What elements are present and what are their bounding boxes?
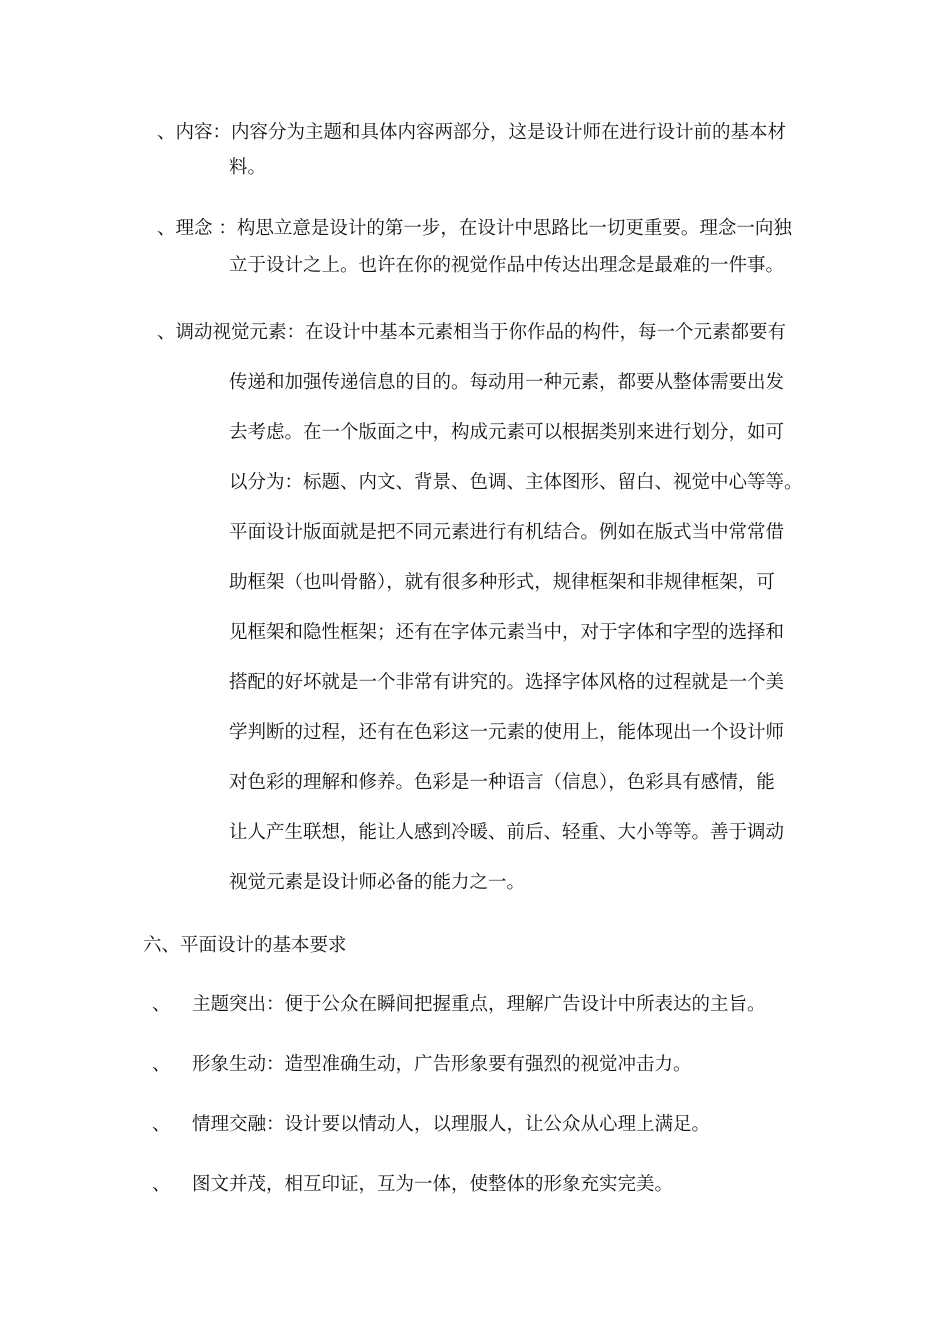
item-concept-line-1: 、理念 ：构思立意是设计的第一步，在设计中思路比一切更重要。理念一向独 — [157, 218, 792, 239]
paragraph-line: 让人产生联想，能让人感到冷暖、前后、轻重、大小等等。善于调动 — [229, 822, 785, 843]
requirement-text: 形象生动：造型准确生动，广告形象要有强烈的视觉冲击力。 — [192, 1054, 692, 1075]
item-content-line-2: 料。 — [229, 157, 267, 178]
paragraph-line: 以分为：标题、内文、背景、色调、主体图形、留白、视觉中心等等。 — [229, 472, 803, 493]
section-heading: 六、平面设计的基本要求 — [143, 935, 347, 956]
item-concept-line-2: 立于设计之上。也许在你的视觉作品中传达出理念是最难的一件事。 — [229, 255, 785, 276]
requirement-item — [152, 1176, 673, 1195]
paragraph-line: 对色彩的理解和修养。色彩是一种语言（信息），色彩具有感情，能 — [229, 772, 775, 793]
list-marker: 、 — [152, 1174, 171, 1195]
requirement-item — [152, 1056, 692, 1075]
paragraph-line: 见框架和隐性框架；还有在字体元素当中，对于字体和字型的选择和 — [229, 622, 785, 643]
list-marker: 、 — [152, 1054, 171, 1075]
item-visual-elements-line-1: 、调动视觉元素：在设计中基本元素相当于你作品的构件，每一个元素都要有 — [157, 322, 787, 343]
list-marker: 、 — [152, 1114, 171, 1135]
requirement-text: 图文并茂，相互印证，互为一体，使整体的形象充实完美。 — [192, 1174, 674, 1195]
requirement-text: 主题突出：便于公众在瞬间把握重点，理解广告设计中所表达的主旨。 — [192, 994, 766, 1015]
paragraph-line: 视觉元素是设计师必备的能力之一。 — [229, 872, 526, 893]
list-marker: 、 — [152, 994, 171, 1015]
requirement-text: 情理交融：设计要以情动人，以理服人，让公众从心理上满足。 — [192, 1114, 711, 1135]
item-content-line-1: 、内容：内容分为主题和具体内容两部分，这是设计师在进行设计前的基本材 — [157, 122, 787, 143]
paragraph-line: 传递和加强传递信息的目的。每动用一种元素，都要从整体需要出发 — [229, 372, 785, 393]
paragraph-line: 助框架（也叫骨骼），就有很多种形式，规律框架和非规律框架，可 — [229, 572, 775, 593]
paragraph-line: 平面设计版面就是把不同元素进行有机结合。例如在版式当中常常借 — [229, 522, 785, 543]
paragraph-line: 学判断的过程，还有在色彩这一元素的使用上，能体现出一个设计师 — [229, 722, 785, 743]
paragraph-line: 去考虑。在一个版面之中，构成元素可以根据类别来进行划分，如可 — [229, 422, 785, 443]
paragraph-line: 搭配的好坏就是一个非常有讲究的。选择字体风格的过程就是一个美 — [229, 672, 785, 693]
requirement-item — [152, 996, 766, 1015]
requirement-item — [152, 1116, 710, 1135]
